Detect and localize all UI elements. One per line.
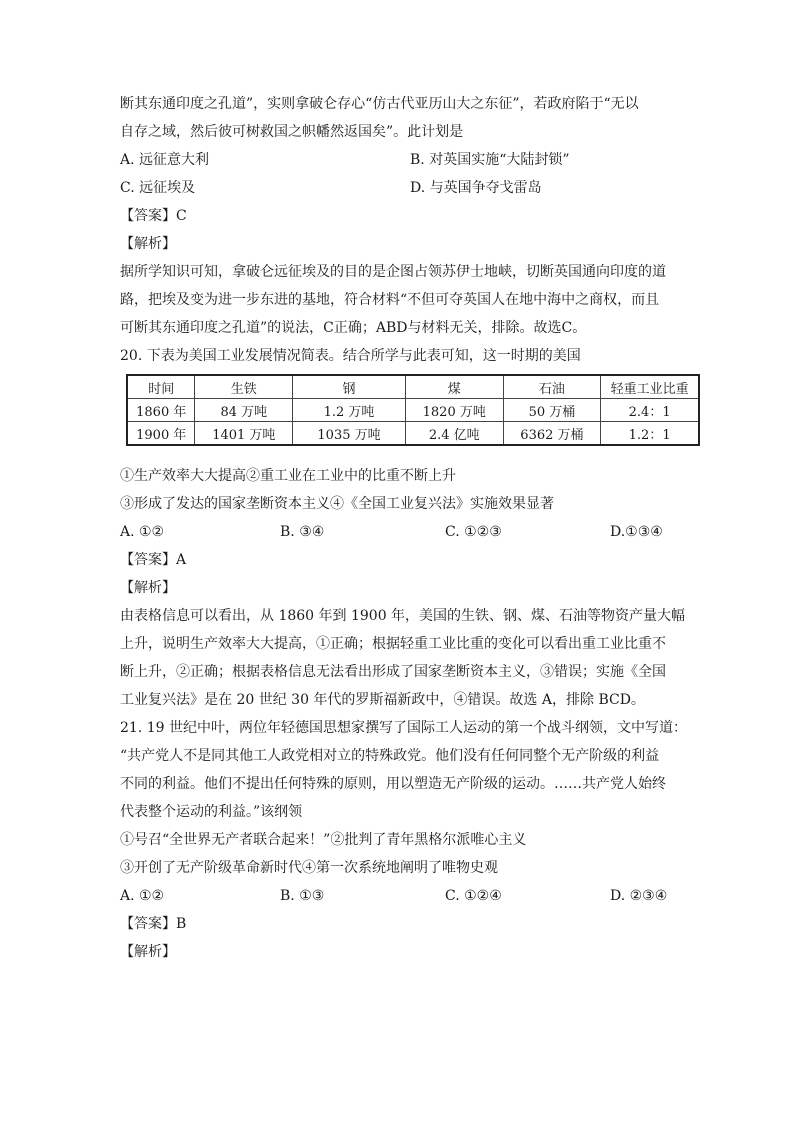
q21-answer: 【答案】B — [120, 916, 187, 932]
q20-analysis-line-4: 工业复兴法》是在 20 世纪 30 年代的罗斯福新政中，④错误。故选 A，排除 BCD。 — [120, 692, 645, 708]
q19-stem-line-1: 断其东通印度之孔道”，实则拿破仑存心“仿古代亚历山大之东征”，若政府陷于“无以 — [120, 96, 639, 112]
table-row — [127, 422, 699, 446]
q21-items-line-1: ①号召“全世界无产者联合起来！”②批判了青年黑格尔派唯心主义 — [120, 832, 527, 848]
q20-analysis-line-1: 由表格信息可以看出，从 1860 年到 1900 年，美国的生铁、钢、煤、石油等物资产量大幅 — [120, 608, 686, 624]
q20-analysis-line-2: 上升，说明生产效率大大提高，①正确；根据轻重工业比重的变化可以看出重工业比重不 — [120, 636, 666, 652]
q21-stem-line-3: 不同的利益。他们不提出任何特殊的原则，用以塑造无产阶级的运动。……共产党人始终 — [120, 776, 666, 792]
q20-items-line-1: ①生产效率大大提高②重工业在工业中的比重不断上升 — [120, 468, 456, 484]
q21-stem-line-4: 代表整个运动的利益。”该纲领 — [120, 804, 303, 820]
q20-analysis-label: 【解析】 — [120, 580, 176, 596]
q20-data-table — [126, 374, 700, 446]
q19-stem-line-2: 自存之域，然后彼可树救国之帜幡然返国矣”。此计划是 — [120, 124, 464, 140]
table-cell: 1035 万吨 — [293, 422, 406, 446]
q21-analysis-label: 【解析】 — [120, 944, 176, 960]
q19-options-row-2 — [120, 174, 700, 202]
q20-analysis-line-3: 断上升，②正确；根据表格信息无法看出形成了国家垄断资本主义，③错误；实施《全国 — [120, 664, 666, 680]
q21-options — [120, 882, 700, 910]
table-header-cell: 轻重工业比重 — [601, 375, 699, 399]
q20-option-d: D.①③④ — [610, 524, 663, 540]
q21-stem-line-1: 21. 19 世纪中叶，两位年轻德国思想家撰写了国际工人运动的第一个战斗纲领，文中写道： — [120, 720, 687, 736]
q19-options-row-1 — [120, 146, 700, 174]
q20-answer: 【答案】A — [120, 552, 187, 568]
q19-analysis-line-3: 可断其东通印度之孔道”的说法，C正确；ABD与材料无关，排除。故选C。 — [120, 320, 587, 336]
q21-option-b: B. ①③ — [280, 888, 325, 904]
q20-stem: 20. 下表为美国工业发展情况简表。结合所学与此表可知，这一时期的美国 — [120, 348, 581, 364]
q19-analysis-line-2: 路，把埃及变为进一步东进的基地，符合材料“不但可夺英国人在地中海中之商权，而且 — [120, 292, 660, 308]
table-cell: 1.2：1 — [601, 422, 699, 446]
q19-analysis-label: 【解析】 — [120, 236, 176, 252]
table-cell: 6362 万桶 — [503, 422, 601, 446]
q21-stem-line-2: “共产党人不是同其他工人政党相对立的特殊政党。他们没有任何同整个无产阶级的利益 — [120, 748, 660, 764]
table-header-cell: 生铁 — [195, 375, 293, 399]
q21-option-a: A. ①② — [120, 888, 165, 904]
table-cell: 1.2 万吨 — [293, 399, 406, 422]
q21-items-line-2: ③开创了无产阶级革命新时代④第一次系统地阐明了唯物史观 — [120, 860, 498, 876]
table-cell: 1401 万吨 — [195, 422, 293, 446]
table-cell: 2.4 亿吨 — [405, 422, 503, 446]
q19-option-b: B. 对英国实施“大陆封锁” — [410, 152, 570, 168]
q21-option-d: D. ②③④ — [610, 888, 668, 904]
table-cell: 2.4：1 — [601, 399, 699, 422]
table-header-cell: 煤 — [405, 375, 503, 399]
q20-option-b: B. ③④ — [280, 524, 325, 540]
q19-option-a: A. 远征意大利 — [120, 152, 210, 168]
table-header-cell: 钢 — [293, 375, 406, 399]
table-cell: 1900 年 — [127, 422, 195, 446]
q19-option-c: C. 远征埃及 — [120, 180, 196, 196]
q20-option-a: A. ①② — [120, 524, 165, 540]
exam-page — [120, 90, 700, 966]
q19-analysis-line-1: 据所学知识可知，拿破仑远征埃及的目的是企图占领苏伊士地峡，切断英国通向印度的道 — [120, 264, 666, 280]
table-header-cell: 石油 — [503, 375, 601, 399]
q19-answer: 【答案】C — [120, 208, 187, 224]
table-cell: 1820 万吨 — [405, 399, 503, 422]
q20-option-c: C. ①②③ — [445, 524, 502, 540]
q19-option-d: D. 与英国争夺戈雷岛 — [410, 180, 542, 196]
table-header-row — [127, 375, 699, 399]
table-row — [127, 399, 699, 422]
q21-option-c: C. ①②④ — [445, 888, 502, 904]
table-cell: 84 万吨 — [195, 399, 293, 422]
table-cell: 50 万桶 — [503, 399, 601, 422]
q20-items-line-2: ③形成了发达的国家垄断资本主义④《全国工业复兴法》实施效果显著 — [120, 496, 554, 512]
table-header-cell: 时间 — [127, 375, 195, 399]
table-cell: 1860 年 — [127, 399, 195, 422]
q20-options — [120, 518, 700, 546]
